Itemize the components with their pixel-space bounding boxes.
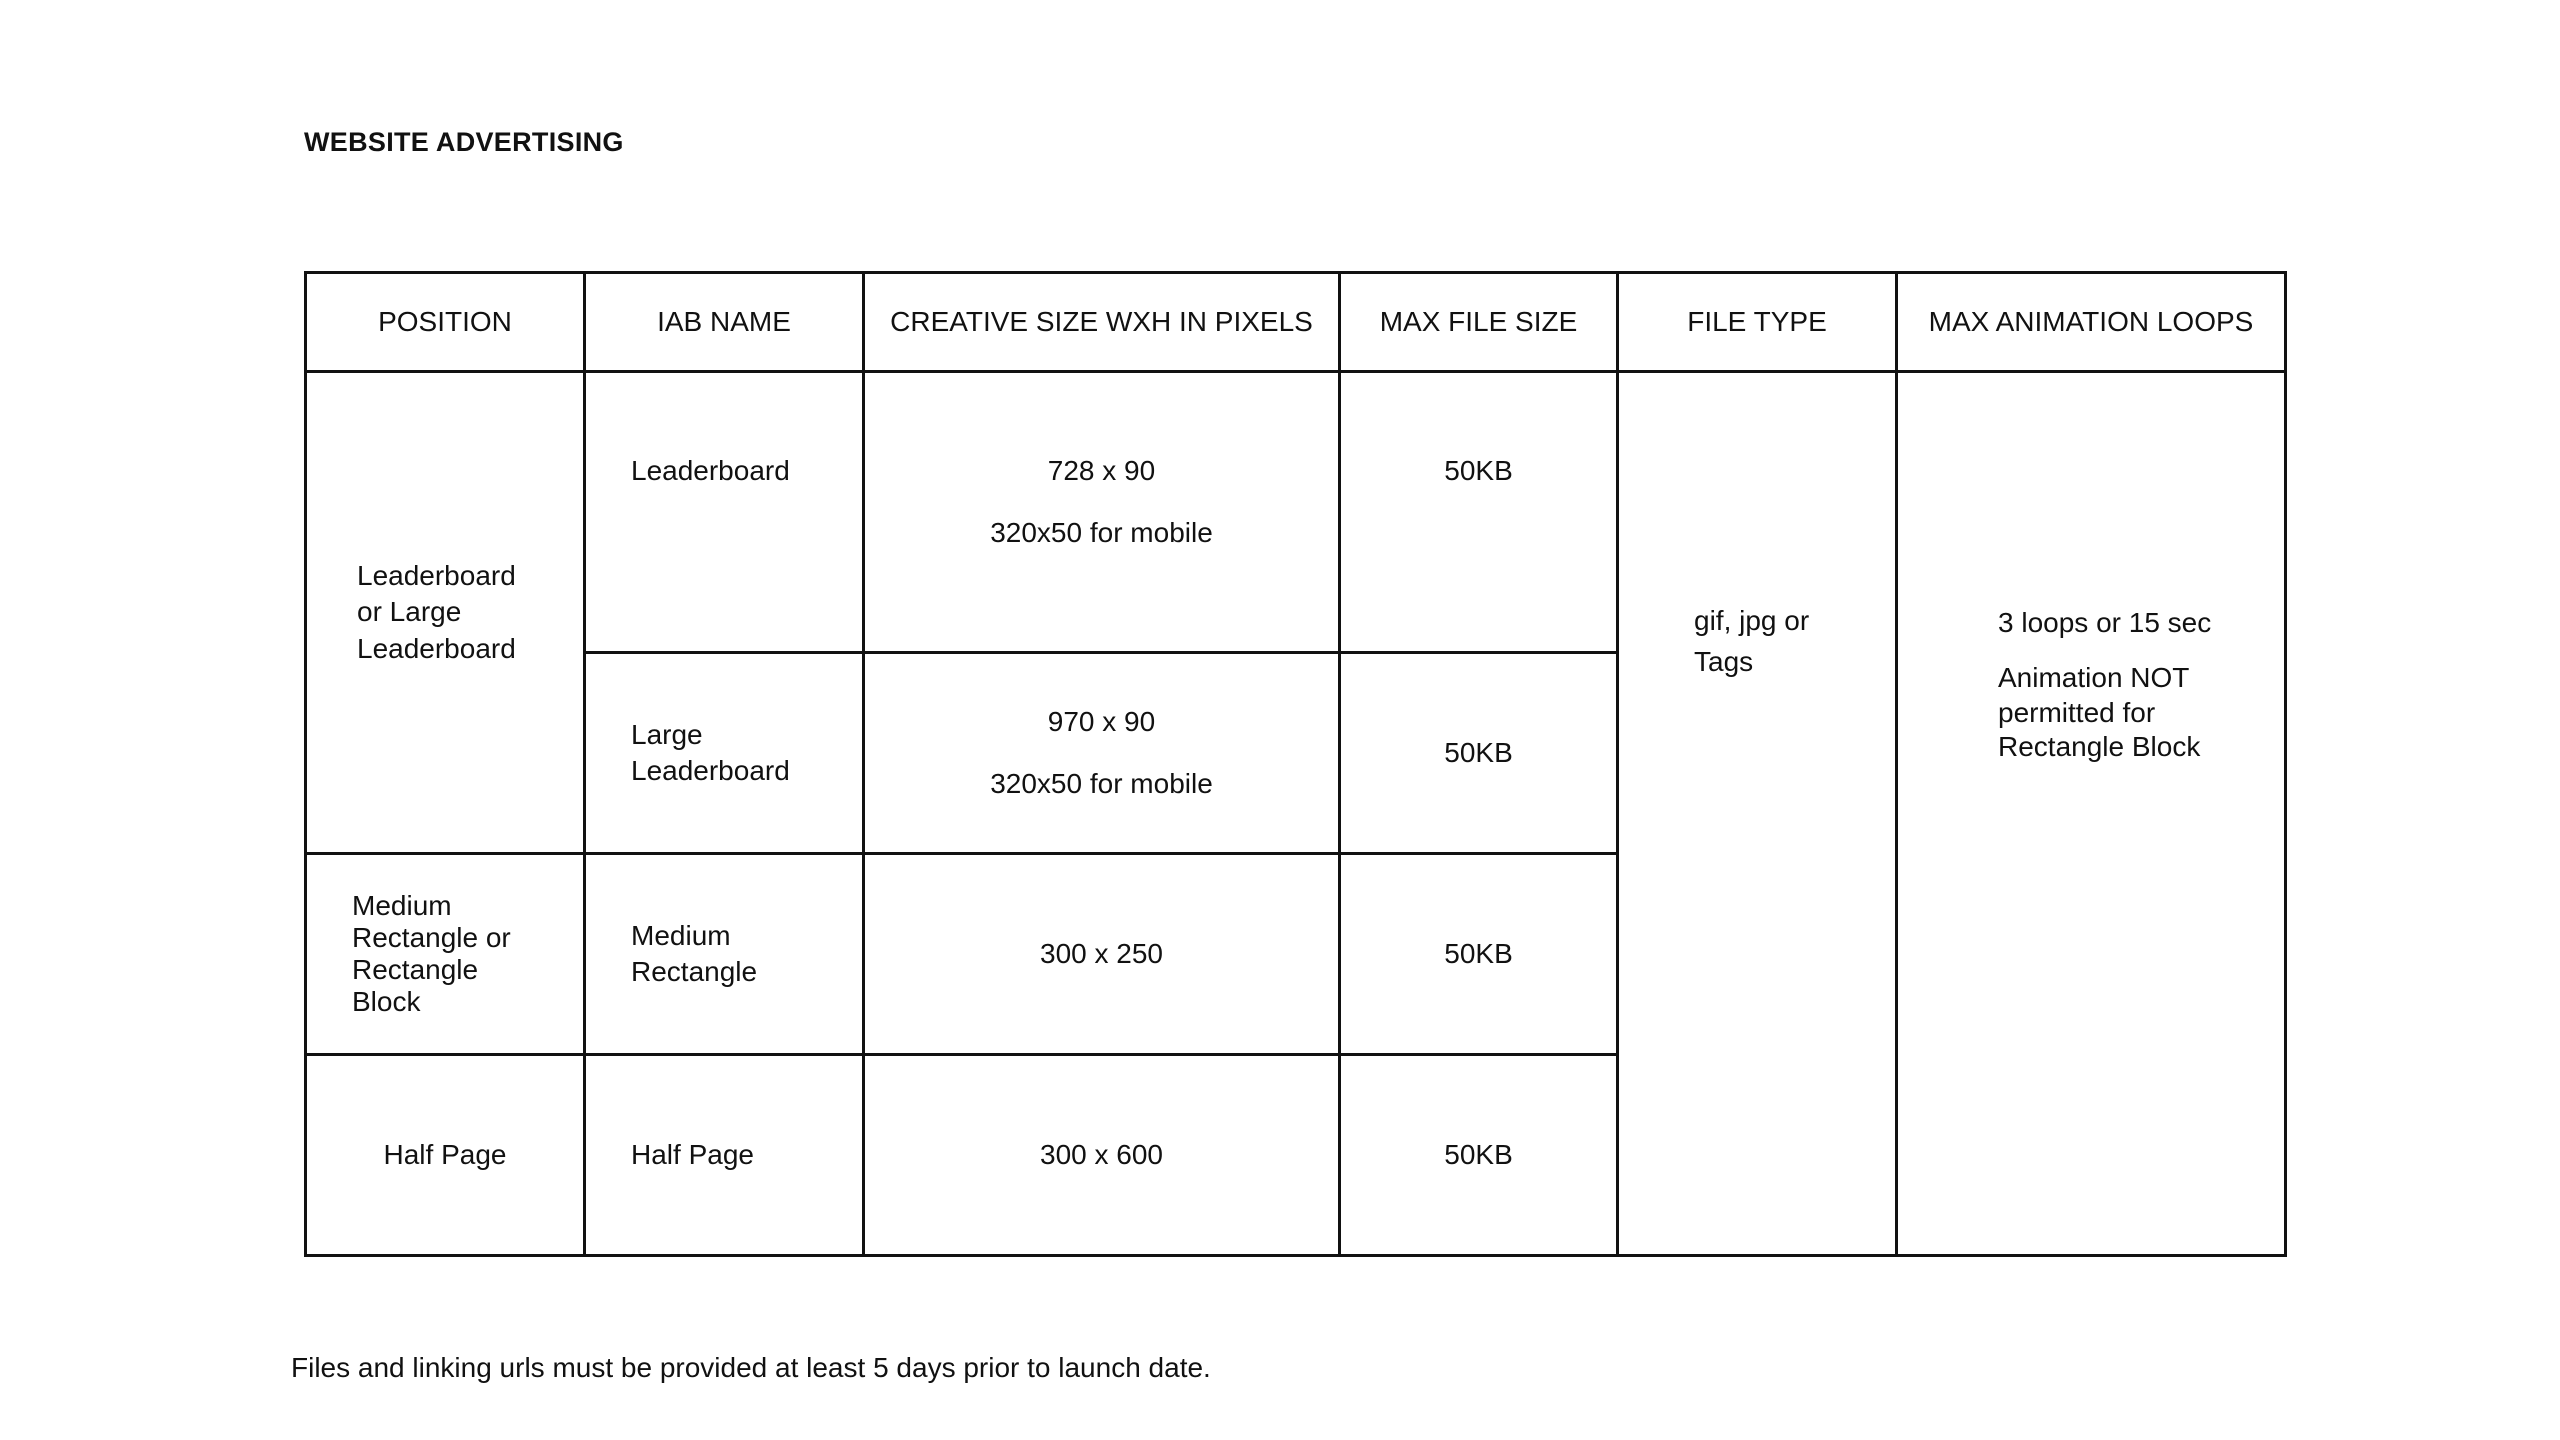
animation-loops-note: Animation NOT permitted for Rectangle Block bbox=[1998, 662, 2201, 762]
iab-name-medium-rectangle-label: Medium Rectangle bbox=[631, 919, 758, 987]
file-size-medium-rectangle bbox=[1340, 854, 1618, 1055]
page-title: WEBSITE ADVERTISING bbox=[304, 127, 624, 157]
file-size-large-leaderboard bbox=[1340, 653, 1618, 854]
animation-loops-cell bbox=[1897, 372, 2286, 1256]
creative-size-value: 728 x 90 bbox=[1047, 455, 1156, 486]
position-half-page-label: Half Page bbox=[383, 1138, 507, 1170]
creative-size-value: 300 x 250 bbox=[1040, 937, 1163, 969]
iab-name-medium-rectangle bbox=[585, 854, 864, 1055]
creative-size-large-leaderboard bbox=[864, 653, 1340, 854]
file-size-leaderboard bbox=[1340, 372, 1618, 653]
iab-name-leaderboard bbox=[585, 372, 864, 653]
position-medium-rectangle bbox=[306, 854, 585, 1055]
header-iab-name: IAB NAME bbox=[585, 273, 864, 372]
iab-name-leaderboard-label: Leaderboard bbox=[631, 455, 790, 486]
position-leaderboard bbox=[306, 372, 585, 854]
header-row bbox=[306, 273, 2286, 372]
file-size-value: 50KB bbox=[1444, 736, 1513, 768]
header-creative-size: CREATIVE SIZE WXH IN PIXELS bbox=[864, 273, 1340, 372]
file-size-half-page bbox=[1340, 1055, 1618, 1256]
position-half-page bbox=[306, 1055, 585, 1256]
animation-loops-value: 3 loops or 15 sec bbox=[1998, 607, 2212, 638]
header-file-type: FILE TYPE bbox=[1618, 273, 1897, 372]
creative-size-half-page bbox=[864, 1055, 1340, 1256]
iab-name-half-page bbox=[585, 1055, 864, 1256]
file-size-value: 50KB bbox=[1444, 937, 1513, 969]
header-max-animation-loops: MAX ANIMATION LOOPS bbox=[1897, 273, 2286, 372]
position-leaderboard-label: Leaderboard or Large Leaderboard bbox=[357, 559, 516, 664]
creative-size-leaderboard bbox=[864, 372, 1340, 653]
creative-size-mobile: 320x50 for mobile bbox=[990, 768, 1213, 799]
file-type-value: gif, jpg or Tags bbox=[1694, 605, 1810, 677]
iab-name-large-leaderboard bbox=[585, 653, 864, 854]
file-size-value: 50KB bbox=[1444, 1138, 1513, 1170]
iab-name-large-leaderboard-label: Large Leaderboard bbox=[631, 718, 790, 786]
creative-size-mobile: 320x50 for mobile bbox=[990, 517, 1213, 549]
iab-name-half-page-label: Half Page bbox=[631, 1138, 754, 1170]
header-position: POSITION bbox=[306, 273, 585, 372]
creative-size-value: 970 x 90 bbox=[1047, 705, 1156, 737]
ad-specs-table bbox=[304, 271, 2287, 1257]
file-size-value: 50KB bbox=[1444, 455, 1513, 486]
creative-size-value: 300 x 600 bbox=[1040, 1138, 1163, 1170]
file-type-cell bbox=[1618, 372, 1897, 1256]
footnote: Files and linking urls must be provided at least 5 days prior to launch date. bbox=[291, 1352, 1211, 1383]
creative-size-medium-rectangle bbox=[864, 854, 1340, 1055]
position-medium-rectangle-label: Medium Rectangle or Rectangle Block bbox=[352, 889, 511, 1018]
table-row bbox=[306, 372, 2286, 653]
header-max-file-size: MAX FILE SIZE bbox=[1340, 273, 1618, 372]
